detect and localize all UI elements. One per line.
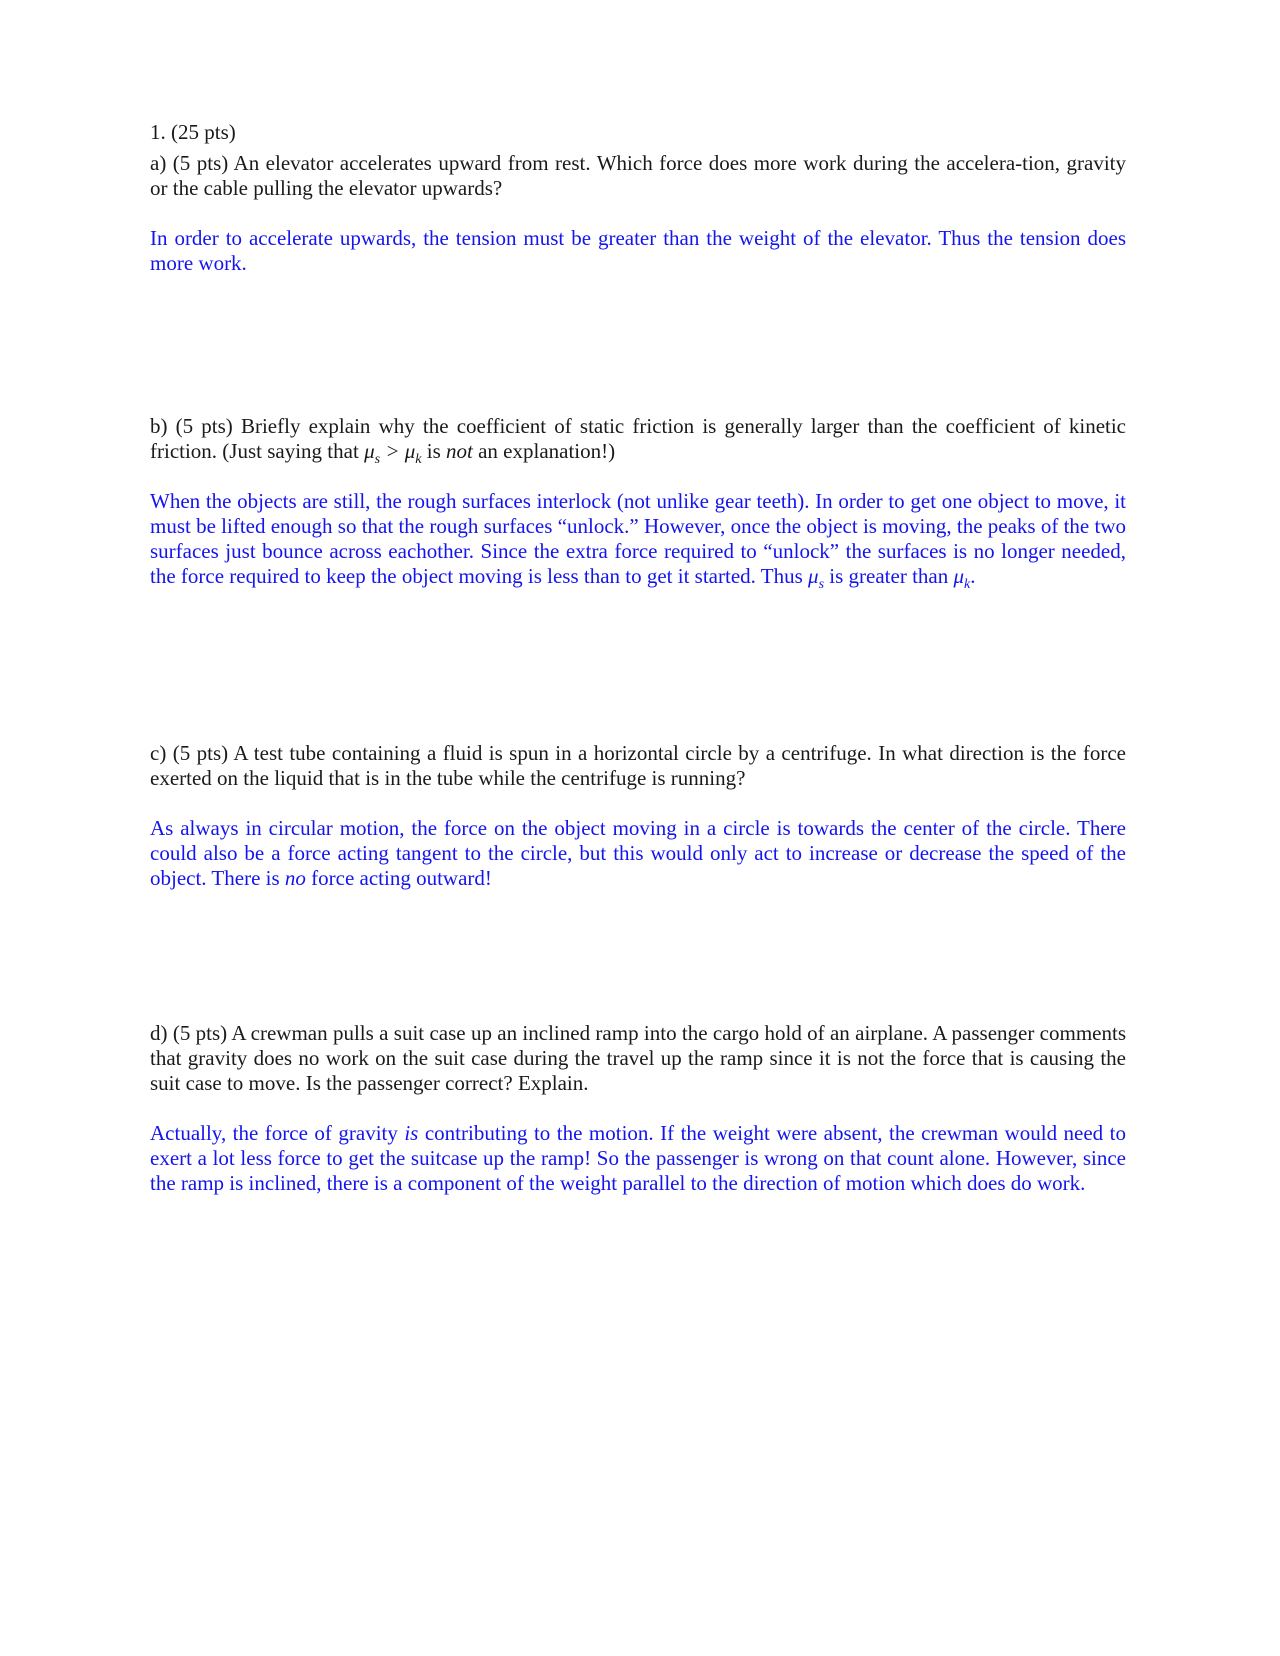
part-b-question-pre: b) (5 pts) Briefly explain why the coefficient of static friction is generally larger than the coefficient of kinetic friction. (Just saying that: [150, 414, 1126, 463]
part-b-answer: [150, 489, 1126, 593]
part-a: [150, 151, 1126, 276]
part-d-answer-post: contributing to the motion. If the weight were absent, the crewman would need to exert a lot less force to get the suitcase up the ramp! So the passenger is wrong on that count alone. However, since the ramp is inclined, there is a component of the weight parallel to the direction of motion which does do work.: [150, 1121, 1126, 1195]
part-b-question: [150, 414, 1126, 468]
part-b-question-mid: is: [421, 439, 447, 463]
problem-number: 1. (25 pts): [150, 120, 236, 144]
problem-header: [150, 120, 1126, 151]
part-b-question-em: not: [446, 439, 473, 463]
part-d-answer: [150, 1121, 1126, 1196]
part-b-answer-math2: $\mu_k$: [953, 564, 971, 593]
part-c-answer-em: no: [284, 866, 306, 890]
part-a-answer: In order to accelerate upwards, the tension must be greater than the weight of the elevator. Thus the tension does more work.: [150, 226, 1126, 275]
part-d-answer-em: is: [404, 1121, 419, 1145]
part-a-question: a) (5 pts) An elevator accelerates upward from rest. Which force does more work during the accelera-tion, gravity or the cable pulling the elevator upwards?: [150, 151, 1126, 200]
part-d: [150, 1021, 1126, 1196]
part-c-answer-pre: As always in circular motion, the force on the object moving in a circle is towards the center of the circle. There could also be a force acting tangent to the circle, but this would only act to increase or decrease the speed of the object. There is: [150, 816, 1126, 890]
part-b: [150, 414, 1126, 593]
part-c-answer: [150, 816, 1126, 891]
part-c-answer-post: force acting outward!: [305, 866, 492, 890]
part-b-answer-post: .: [970, 564, 976, 588]
part-b-question-post: an explanation!): [472, 439, 616, 463]
part-c-question: c) (5 pts) A test tube containing a fluid is spun in a horizontal circle by a centrifuge. In what direction is the force exerted on the liquid that is in the tube while the centrifuge is running?: [150, 741, 1126, 790]
part-b-question-math: $\mu_s > \mu_k$: [364, 439, 422, 468]
part-c: [150, 741, 1126, 891]
part-b-answer-mid: is greater than: [824, 564, 954, 588]
part-b-answer-pre: When the objects are still, the rough surfaces interlock (not unlike gear teeth). In order to get one object to move, it must be lifted enough so that the rough surfaces “unlock.” However, once the object is moving, the peaks of the two surfaces just bounce across eachother. Since the extra force required to “unlock” the surfaces is no longer needed, the force required to keep the object moving is less than to get it started. Thus: [150, 489, 1126, 588]
part-b-answer-math1: $\mu_s$: [808, 564, 825, 593]
part-d-answer-pre: Actually, the force of gravity: [150, 1121, 405, 1145]
part-d-question: d) (5 pts) A crewman pulls a suit case up an inclined ramp into the cargo hold of an airplane. A passenger comments that gravity does no work on the suit case during the travel up the ramp since it is not the force that is causing the suit case to move. Is the passenger correct? Explain.: [150, 1021, 1126, 1095]
